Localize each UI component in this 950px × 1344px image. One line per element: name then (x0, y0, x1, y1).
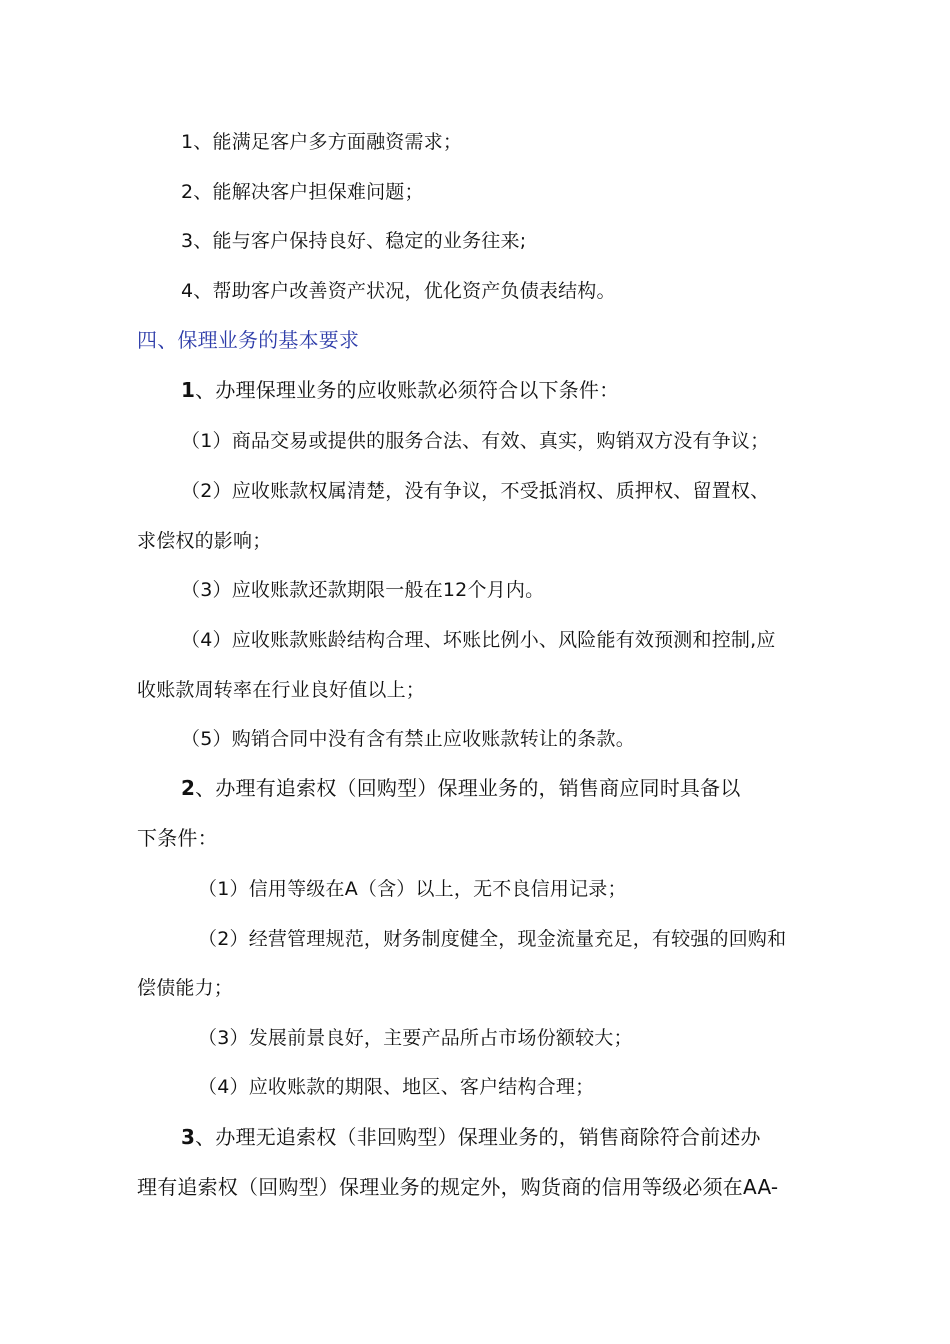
requirement-1-item-cont: 求偿权的影响； (137, 530, 272, 552)
requirement-3-text: 、办理无追索权（非回购型）保理业务的，销售商除符合前述办 (195, 1125, 761, 1149)
requirement-1-number: 1 (181, 378, 196, 402)
requirement-2-text: 、办理有追索权（回购型）保理业务的，销售商应同时具备以 (195, 776, 741, 800)
requirement-1-item: （3）应收账款还款期限一般在12个月内。 (181, 579, 545, 601)
list-item-4: 4、帮助客户改善资产状况，优化资产负债表结构。 (181, 280, 616, 302)
requirement-1-item: （4）应收账款账龄结构合理、坏账比例小、风险能有效预测和控制,应 (181, 629, 776, 651)
requirement-2-item-cont: 偿债能力； (137, 977, 234, 999)
requirement-2-item: （3）发展前景良好，主要产品所占市场份额较大； (198, 1027, 633, 1049)
requirement-1-item: （5）购销合同中没有含有禁止应收账款转让的条款。 (181, 728, 635, 750)
requirement-2-item: （2）经营管理规范，财务制度健全，现金流量充足，有较强的回购和 (198, 928, 787, 950)
requirement-1-text: 、办理保理业务的应收账款必须符合以下条件： (195, 378, 620, 402)
section-heading: 四、保理业务的基本要求 (137, 328, 360, 352)
requirement-3-number: 3 (181, 1125, 196, 1149)
requirement-2-item: （1）信用等级在A（含）以上，无不良信用记录； (198, 878, 627, 900)
requirement-1-item: （1）商品交易或提供的服务合法、有效、真实，购销双方没有争议； (181, 430, 770, 452)
requirement-3-title (181, 1125, 761, 1149)
list-item-1: 1、能满足客户多方面融资需求； (181, 131, 463, 153)
requirement-2-item: （4）应收账款的期限、地区、客户结构合理； (198, 1076, 595, 1098)
requirement-2-number: 2 (181, 776, 196, 800)
requirement-2-title (181, 776, 741, 800)
list-item-2: 2、能解决客户担保难问题； (181, 181, 424, 203)
requirement-1-item: （2）应收账款权属清楚，没有争议，不受抵消权、质押权、留置权、 (181, 480, 770, 502)
requirement-1-title (181, 378, 619, 402)
requirement-2-title-cont: 下条件： (137, 826, 218, 850)
requirement-1-item-cont: 收账款周转率在行业良好值以上； (137, 679, 426, 701)
requirement-3-title-cont: 理有追索权（回购型）保理业务的规定外，购货商的信用等级必须在AA- (137, 1175, 779, 1199)
list-item-3: 3、能与客户保持良好、稳定的业务往来; (181, 230, 527, 252)
